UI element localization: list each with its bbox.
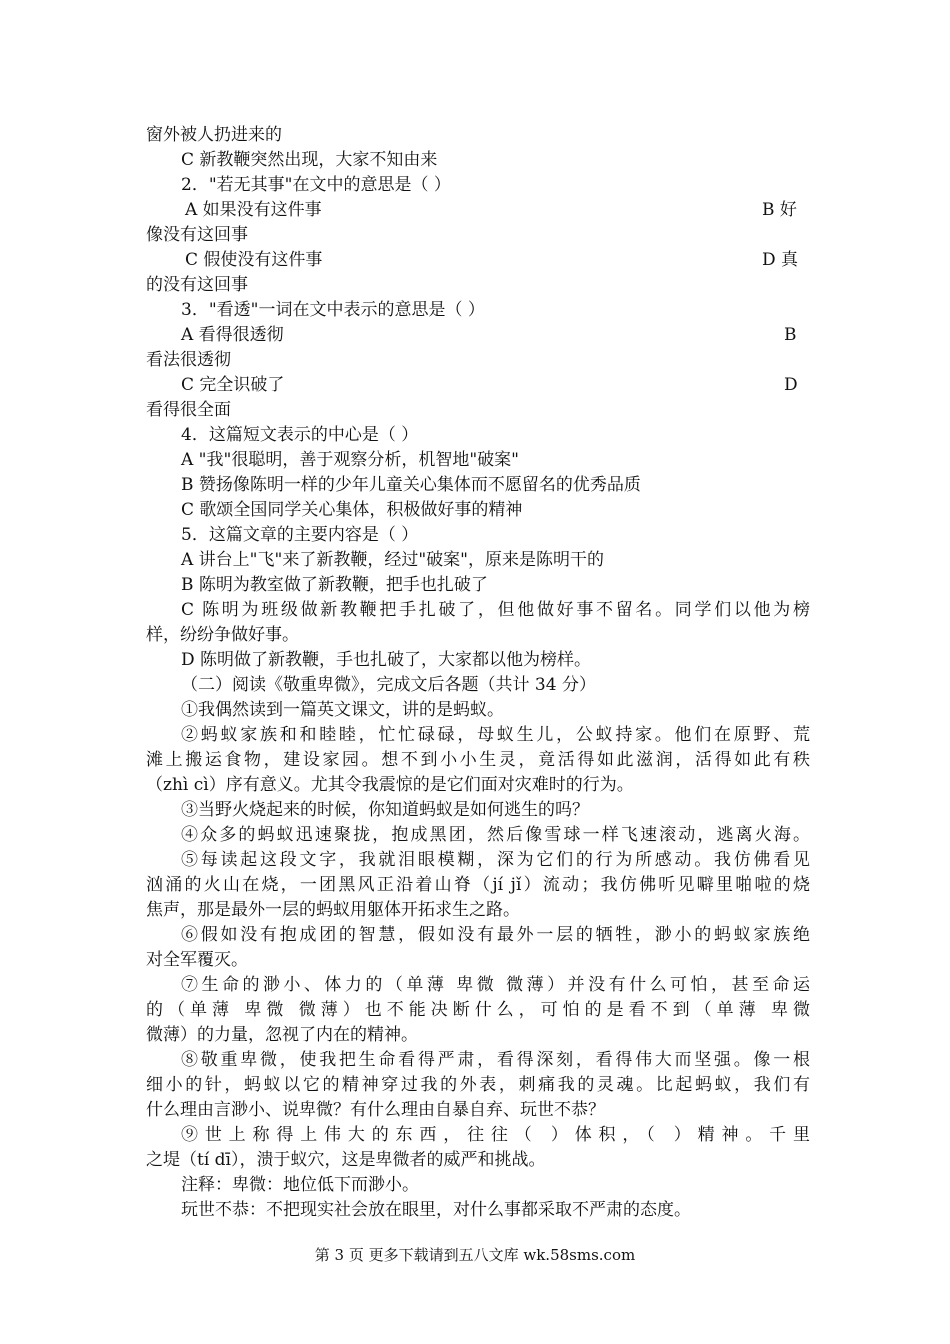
option-line: C 陈明为班级做新教鞭把手扎破了，但他做好事不留名。同学们以他为榜	[181, 600, 810, 620]
paragraph-line: 什么理由言渺小、说卑微？有什么理由自暴自弃、玩世不恭？	[146, 1100, 605, 1120]
text-line: 像没有这回事	[146, 225, 248, 245]
paragraph-line: ⑥假如没有抱成团的智慧，假如没有最外一层的牺牲，渺小的蚂蚁家族绝	[181, 925, 810, 945]
option-b-fragment: B	[784, 325, 797, 345]
paragraph-line: 之堤（tí dī），溃于蚁穴，这是卑微者的威严和挑战。	[146, 1150, 546, 1170]
paragraph-line: ⑨世上称得上伟大的东西，往往（ ）体积，（ ）精神。千里	[181, 1125, 810, 1145]
paragraph-line: 细小的针，蚂蚁以它的精神穿过我的外表，刺痛我的灵魂。比起蚂蚁，我们有	[146, 1075, 810, 1095]
text-line: C 新教鞭突然出现，大家不知由来	[181, 150, 438, 170]
option-line: A 讲台上"飞"来了新教鞭，经过"破案"，原来是陈明干的	[181, 550, 604, 570]
option-line: B 陈明为教室做了新教鞭，把手也扎破了	[181, 575, 488, 595]
question-3: 3．"看透"一词在文中表示的意思是（ ）	[181, 300, 485, 320]
paragraph-line: 汹涌的火山在烧，一团黑风正沿着山脊（jí jǐ）流动；我仿佛听见噼里啪啦的烧	[146, 875, 810, 895]
option-line: B 赞扬像陈明一样的少年儿童关心集体而不愿留名的优秀品质	[181, 475, 641, 495]
text-line: 窗外被人扔进来的	[146, 125, 282, 145]
option-line: C 歌颂全国同学关心集体，积极做好事的精神	[181, 500, 523, 520]
annotation-line: 玩世不恭：不把现实社会放在眼里，对什么事都采取不严肃的态度。	[181, 1200, 691, 1220]
question-4: 4．这篇短文表示的中心是（ ）	[181, 425, 419, 445]
paragraph-line: 滩上搬运食物，建设家园。想不到小小生灵，竟活得如此滋润，活得如此有秩	[146, 750, 810, 770]
option-d-fragment: D 真	[762, 250, 799, 270]
text-line: 的没有这回事	[146, 275, 248, 295]
text-line: 看法很透彻	[146, 350, 231, 370]
paragraph-line: 微薄）的力量，忽视了内在的精神。	[146, 1025, 418, 1045]
option-line: D 陈明做了新教鞭，手也扎破了，大家都以他为榜样。	[181, 650, 592, 670]
paragraph-line: ⑧敬重卑微，使我把生命看得严肃，看得深刻，看得伟大而坚强。像一根	[181, 1050, 810, 1070]
question-5: 5．这篇文章的主要内容是（ ）	[181, 525, 419, 545]
paragraph-line: ②蚂蚁家族和和睦睦，忙忙碌碌，母蚁生儿，公蚁持家。他们在原野、荒	[181, 725, 810, 745]
annotation-line: 注释：卑微：地位低下而渺小。	[181, 1175, 419, 1195]
paragraph-line: ⑦生命的渺小、体力的（单薄 卑微 微薄）并没有什么可怕，甚至命运	[181, 975, 810, 995]
text-line: 样，纷纷争做好事。	[146, 625, 299, 645]
option-d-fragment: D	[784, 375, 798, 395]
paragraph-line: 对全军覆灭。	[146, 950, 248, 970]
option-line: C 假使没有这件事	[185, 250, 323, 270]
paragraph-line: 焦声，那是最外一层的蚂蚁用躯体开拓求生之路。	[146, 900, 520, 920]
option-b-fragment: B 好	[762, 200, 797, 220]
paragraph-line: ④众多的蚂蚁迅速聚拢，抱成黑团，然后像雪球一样飞速滚动，逃离火海。	[181, 825, 810, 845]
section-heading: （二）阅读《敬重卑微》，完成文后各题（共计 34 分）	[181, 675, 596, 695]
option-line: A 如果没有这件事	[185, 200, 322, 220]
paragraph-line: 的（单薄 卑微 微薄）也不能决断什么，可怕的是看不到（单薄 卑微	[146, 1000, 810, 1020]
option-line: C 完全识破了	[181, 375, 285, 395]
paragraph-line: ③当野火烧起来的时候，你知道蚂蚁是如何逃生的吗？	[181, 800, 589, 820]
paragraph-line: ⑤每读起这段文字，我就泪眼模糊，深为它们的行为所感动。我仿佛看见	[181, 850, 810, 870]
page-footer: 第 3 页 更多下载请到五八文库 wk.58sms.com	[314, 1246, 636, 1264]
question-2: 2．"若无其事"在文中的意思是（ ）	[181, 175, 451, 195]
paragraph-line: ①我偶然读到一篇英文课文，讲的是蚂蚁。	[181, 700, 504, 720]
paragraph-line: （zhì cì）序有意义。尤其令我震惊的是它们面对灾难时的行为。	[146, 775, 634, 795]
option-line: A "我"很聪明，善于观察分析，机智地"破案"	[181, 450, 519, 470]
text-line: 看得很全面	[146, 400, 231, 420]
option-line: A 看得很透彻	[181, 325, 284, 345]
